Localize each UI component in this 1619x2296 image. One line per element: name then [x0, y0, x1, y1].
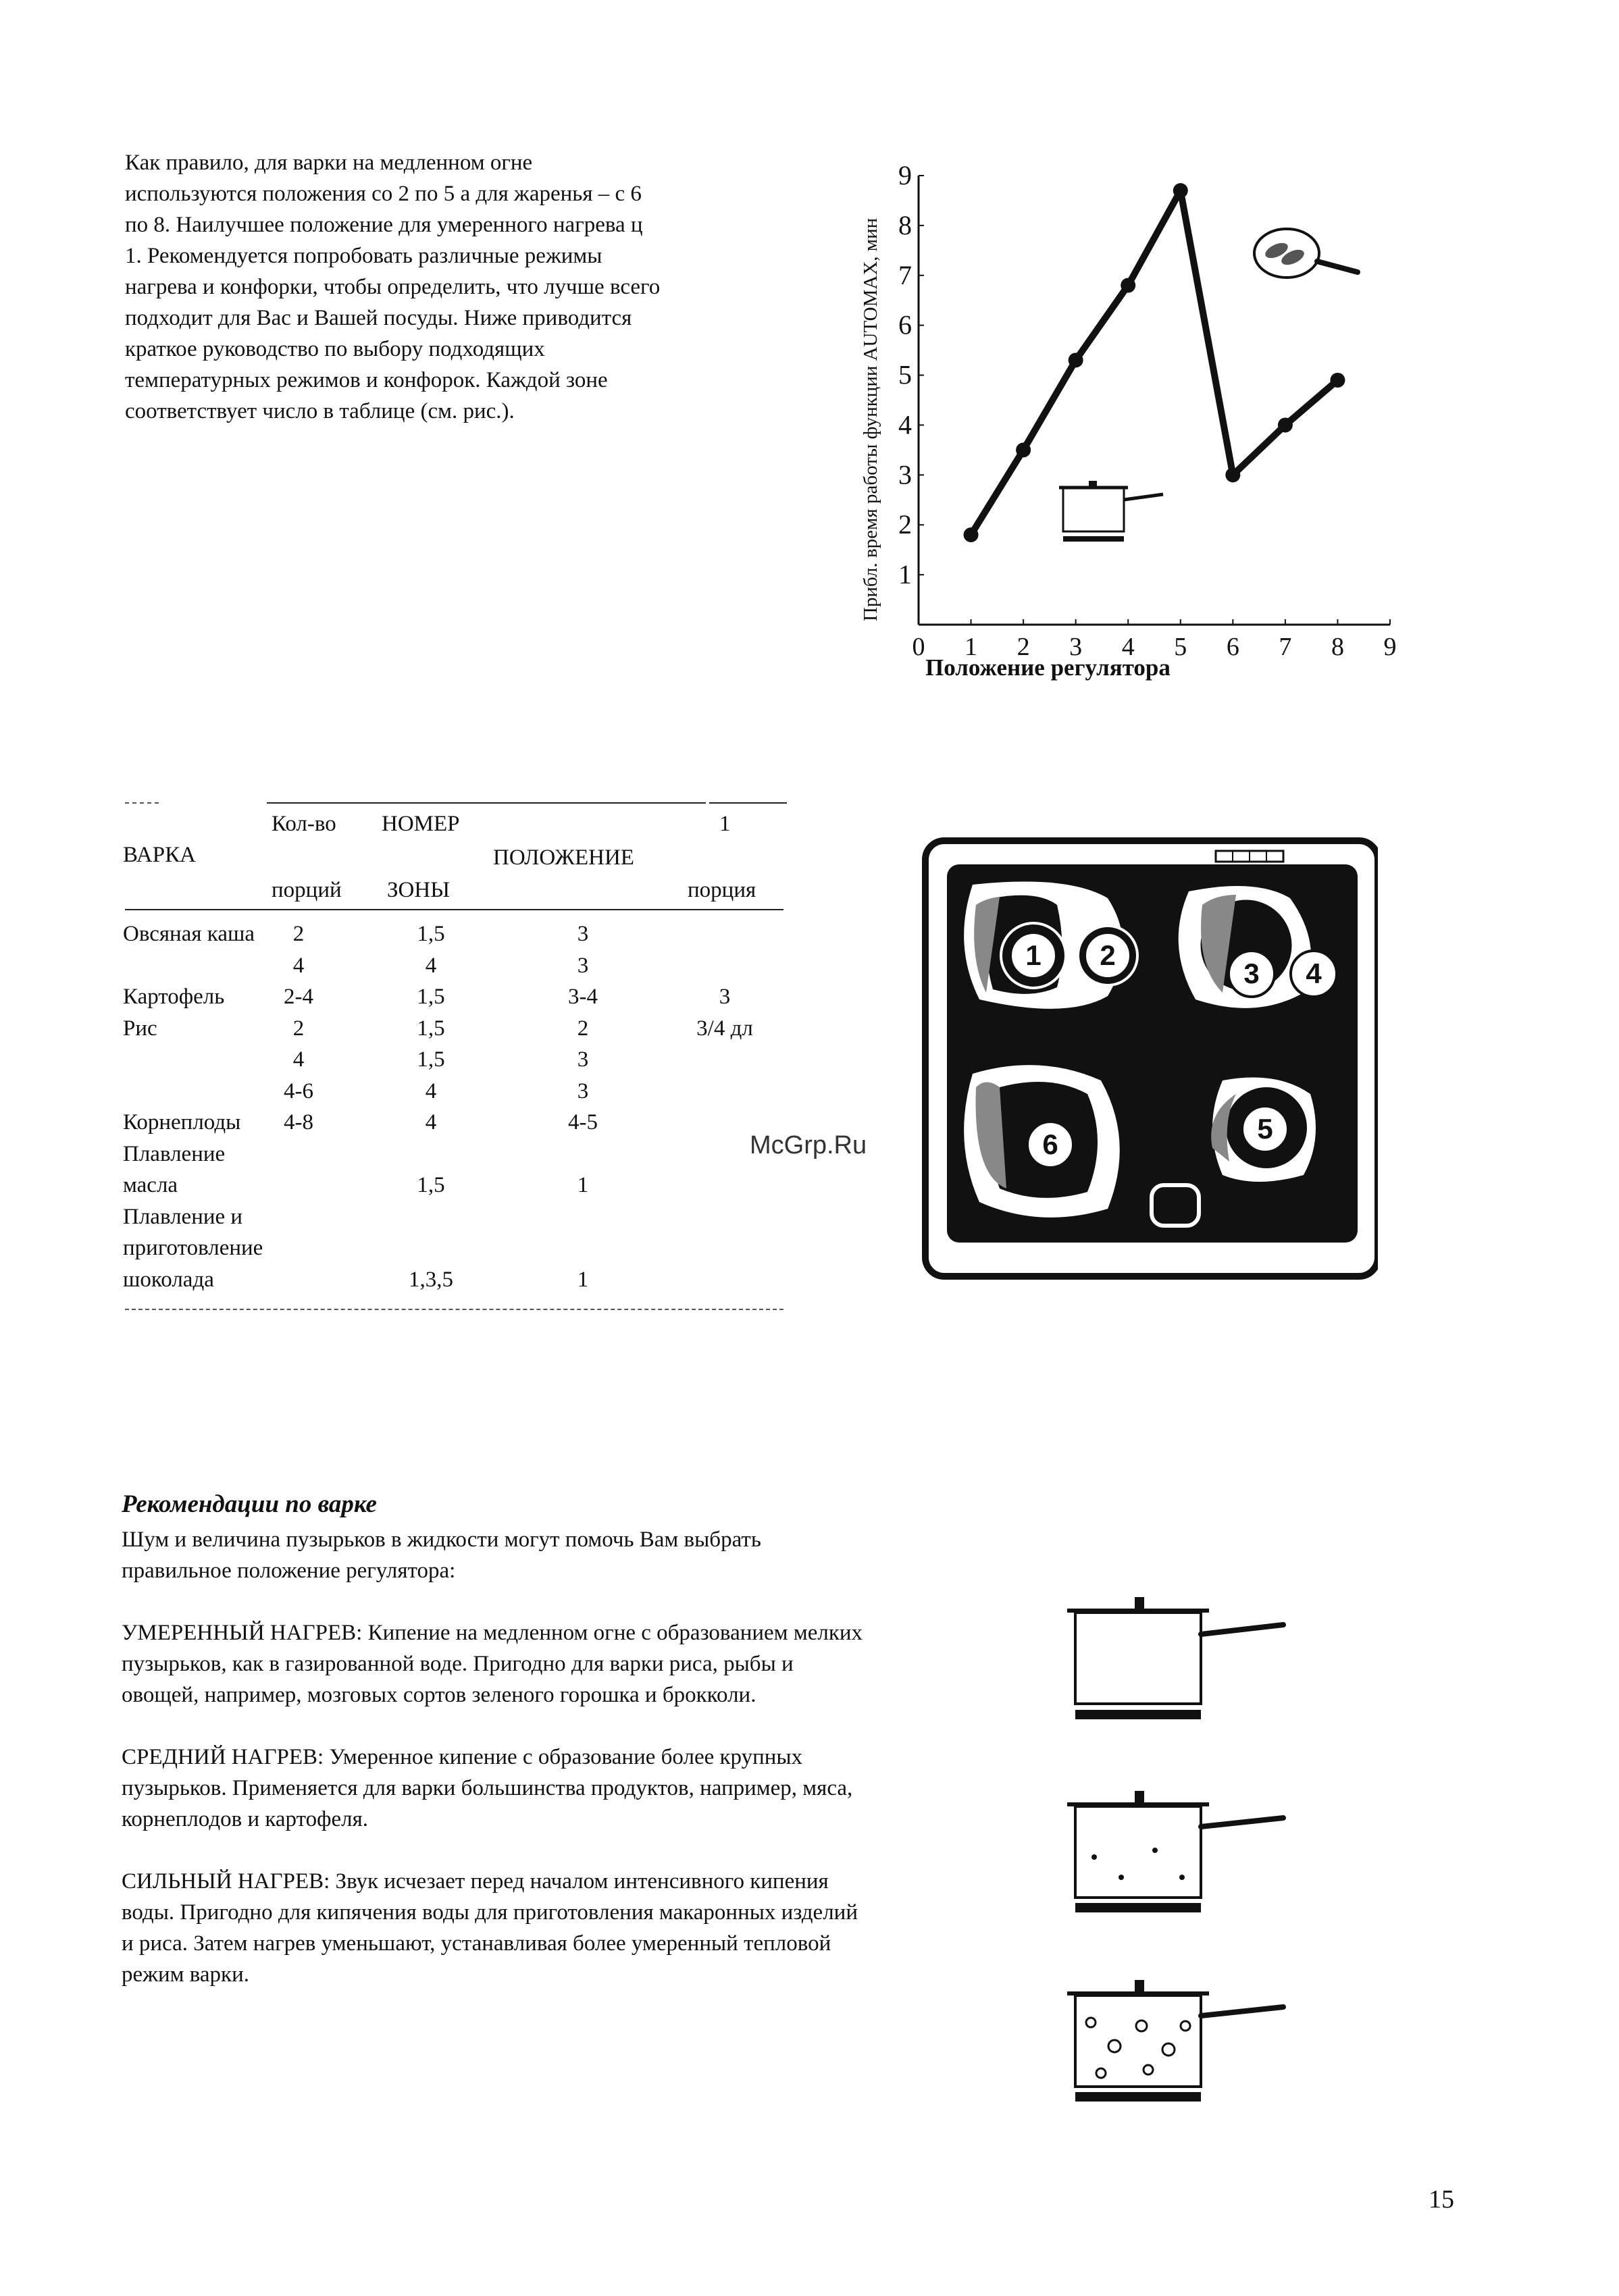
- chart-y-axis-label: Прибл. время работы функции AUTOMAX, мин: [860, 217, 881, 621]
- intro-paragraph: [125, 147, 794, 427]
- pot-high-heat-icon: [1067, 1980, 1283, 2102]
- reco-intro: Шум и величина пузырьков в жидкости могут помочь Вам выбрать правильное положение регулятора:: [122, 1528, 761, 1583]
- data-point: [1330, 373, 1345, 388]
- data-point: [1173, 183, 1188, 198]
- table-cell-zone: 1,5: [417, 985, 445, 1009]
- pot-medium-heat-icon: [1067, 1791, 1283, 1912]
- table-header-rule: [125, 909, 783, 910]
- header-one: 1: [719, 812, 731, 836]
- table-cell-name: Плавление: [123, 1141, 226, 1166]
- table-cell-pos: 2: [577, 1016, 589, 1041]
- table-cell-name: Корнеплоды: [123, 1110, 241, 1134]
- table-cell-qty: 4: [292, 953, 305, 978]
- table-cell-name: Картофель: [123, 985, 225, 1009]
- header-qty: Кол-во: [272, 812, 336, 836]
- table-top-rule: [267, 802, 706, 804]
- table-cell-pos: 3: [577, 922, 589, 946]
- table-cell-portion: 3: [719, 985, 731, 1009]
- intro-line: используются положения со 2 по 5 а для жаренья – с 6: [125, 182, 642, 206]
- chart-ticks: [898, 160, 1397, 661]
- reco-low-heat: УМЕРЕННЫЙ НАГРЕВ: Кипение на медленном огне с образованием мелких пузырьков, как в газированной воде. Пригодно для варки риса, рыбы и овощей, например, мозговых сортов зеленого горошка и брокколи.: [122, 1621, 863, 1707]
- cooking-recommendations: [122, 1489, 871, 2021]
- x-tick-label: 0: [912, 633, 925, 661]
- cooking-table: [122, 795, 797, 1322]
- x-tick-label: 7: [1279, 633, 1292, 661]
- zone-5-label: 5: [1257, 1113, 1273, 1145]
- x-tick-label: 8: [1331, 633, 1344, 661]
- x-tick-label: 6: [1226, 633, 1239, 661]
- x-tick-label: 9: [1383, 633, 1397, 661]
- table-cell-zone: 4: [425, 1078, 437, 1103]
- y-tick-label: 9: [898, 160, 912, 190]
- data-point: [1278, 417, 1293, 432]
- pot-illustrations: [1054, 1573, 1337, 2154]
- data-point: [1121, 278, 1135, 293]
- table-cell-qty: 4-8: [284, 1110, 313, 1134]
- frying-pan-icon: [1254, 229, 1358, 278]
- y-tick-label: 6: [898, 309, 912, 340]
- table-cell-name: приготовление: [123, 1236, 263, 1260]
- intro-line: нагрева и конфорки, чтобы определить, что лучше всего: [125, 275, 661, 299]
- table-cell-zone: 1,5: [417, 1047, 445, 1072]
- x-tick-label: 5: [1174, 633, 1187, 661]
- pot-low-heat-icon: [1067, 1597, 1283, 1719]
- table-top-rule: [125, 802, 159, 804]
- table-cell-qty: 2: [292, 1016, 305, 1041]
- table-cell-zone: 4: [425, 953, 437, 978]
- y-tick-label: 8: [898, 209, 912, 240]
- watermark: McGrp.Ru: [750, 1131, 867, 1159]
- data-point: [1069, 353, 1083, 367]
- table-cell-zone: 4: [425, 1110, 437, 1134]
- reco-high-heat: СИЛЬНЫЙ НАГРЕВ: Звук исчезает перед началом интенсивного кипения воды. Пригодно для кипячения воды для приготовления макаронных изделий и риса. Затем нагрев уменьшают, устанавливая более умеренный тепловой режим варки.: [122, 1869, 858, 1987]
- control-panel-icon: [1216, 851, 1283, 862]
- table-cell-zone: 1,3,5: [409, 1267, 453, 1292]
- zone-4-label: 4: [1306, 958, 1322, 989]
- intro-line: подходит для Вас и Вашей посуды. Ниже приводится: [125, 306, 632, 330]
- zone-3-label: 3: [1243, 958, 1260, 989]
- x-tick-label: 3: [1069, 633, 1083, 661]
- table-cell-pos: 1: [577, 1267, 589, 1292]
- x-tick-label: 2: [1017, 633, 1030, 661]
- y-tick-label: 5: [898, 359, 912, 390]
- intro-line: Как правило, для варки на медленном огне: [125, 151, 533, 175]
- y-tick-label: 2: [898, 509, 912, 540]
- header-portion: порция: [688, 878, 756, 902]
- intro-line: по 8. Наилучшее положение для умеренного нагрева ц: [125, 213, 643, 237]
- table-cell-qty: 2-4: [284, 985, 313, 1009]
- data-point: [1016, 442, 1031, 457]
- y-tick-label: 1: [898, 559, 912, 590]
- header-number: НОМЕР: [382, 812, 460, 836]
- y-tick-label: 3: [898, 459, 912, 490]
- zone-1-label: 1: [1025, 939, 1042, 971]
- header-zones: ЗОНЫ: [387, 878, 450, 902]
- intro-line: краткое руководство по выбору подходящих: [125, 337, 545, 361]
- automax-chart: [838, 149, 1405, 709]
- saucepan-icon: [1059, 481, 1163, 542]
- intro-line: соответствует число в таблице (см. рис.).: [125, 399, 515, 423]
- y-tick-label: 7: [898, 259, 912, 290]
- intro-line: температурных режимов и конфорок. Каждой зоне: [125, 368, 608, 392]
- table-cell-name: масла: [123, 1173, 178, 1197]
- header-cooking: ВАРКА: [123, 843, 196, 867]
- table-cell-qty: 4-6: [284, 1078, 313, 1103]
- table-cell-pos: 3: [577, 953, 589, 978]
- reco-medium-heat: СРЕДНИЙ НАГРЕВ: Умеренное кипение с образование более крупных пузырьков. Применяется для варки большинства продуктов, например, мяса, корнеплодов и картофеля.: [122, 1745, 853, 1831]
- header-position: ПОЛОЖЕНИЕ: [493, 845, 634, 870]
- table-cell-pos: 3: [577, 1047, 589, 1072]
- table-cell-pos: 4-5: [568, 1110, 598, 1134]
- table-cell-name: шоколада: [123, 1267, 214, 1292]
- data-point: [1225, 467, 1240, 482]
- header-portions: порций: [272, 878, 342, 902]
- table-cell-pos: 1: [577, 1173, 589, 1197]
- table-bottom-rule: [125, 1309, 783, 1310]
- zone-2-label: 2: [1100, 939, 1116, 971]
- table-cell-pos: 3: [577, 1078, 589, 1103]
- table-cell-name: Плавление и: [123, 1204, 243, 1229]
- x-tick-label: 1: [965, 633, 978, 661]
- page-number: 15: [1429, 2185, 1454, 2214]
- hob-diagram: [905, 797, 1378, 1310]
- table-cell-name: Рис: [123, 1016, 157, 1041]
- table-cell-qty: 2: [292, 922, 305, 946]
- chart-x-axis-label: Положение регулятора: [925, 654, 1171, 681]
- table-top-rule: [709, 802, 787, 804]
- section-title: Рекомендации по варке: [122, 1490, 377, 1518]
- table-cell-name: Овсяная каша: [123, 922, 255, 946]
- table-cell-zone: 1,5: [417, 922, 445, 946]
- table-cell-qty: 4: [292, 1047, 305, 1072]
- x-tick-label: 4: [1121, 633, 1135, 661]
- table-cell-zone: 1,5: [417, 1016, 445, 1041]
- intro-line: 1. Рекомендуется попробовать различные режимы: [125, 244, 602, 268]
- zone-6-label: 6: [1042, 1128, 1058, 1160]
- table-cell-pos: 3-4: [568, 985, 598, 1009]
- table-cell-zone: 1,5: [417, 1173, 445, 1197]
- y-tick-label: 4: [898, 409, 912, 440]
- table-cell-portion: 3/4 дл: [696, 1016, 753, 1041]
- data-point: [964, 527, 979, 542]
